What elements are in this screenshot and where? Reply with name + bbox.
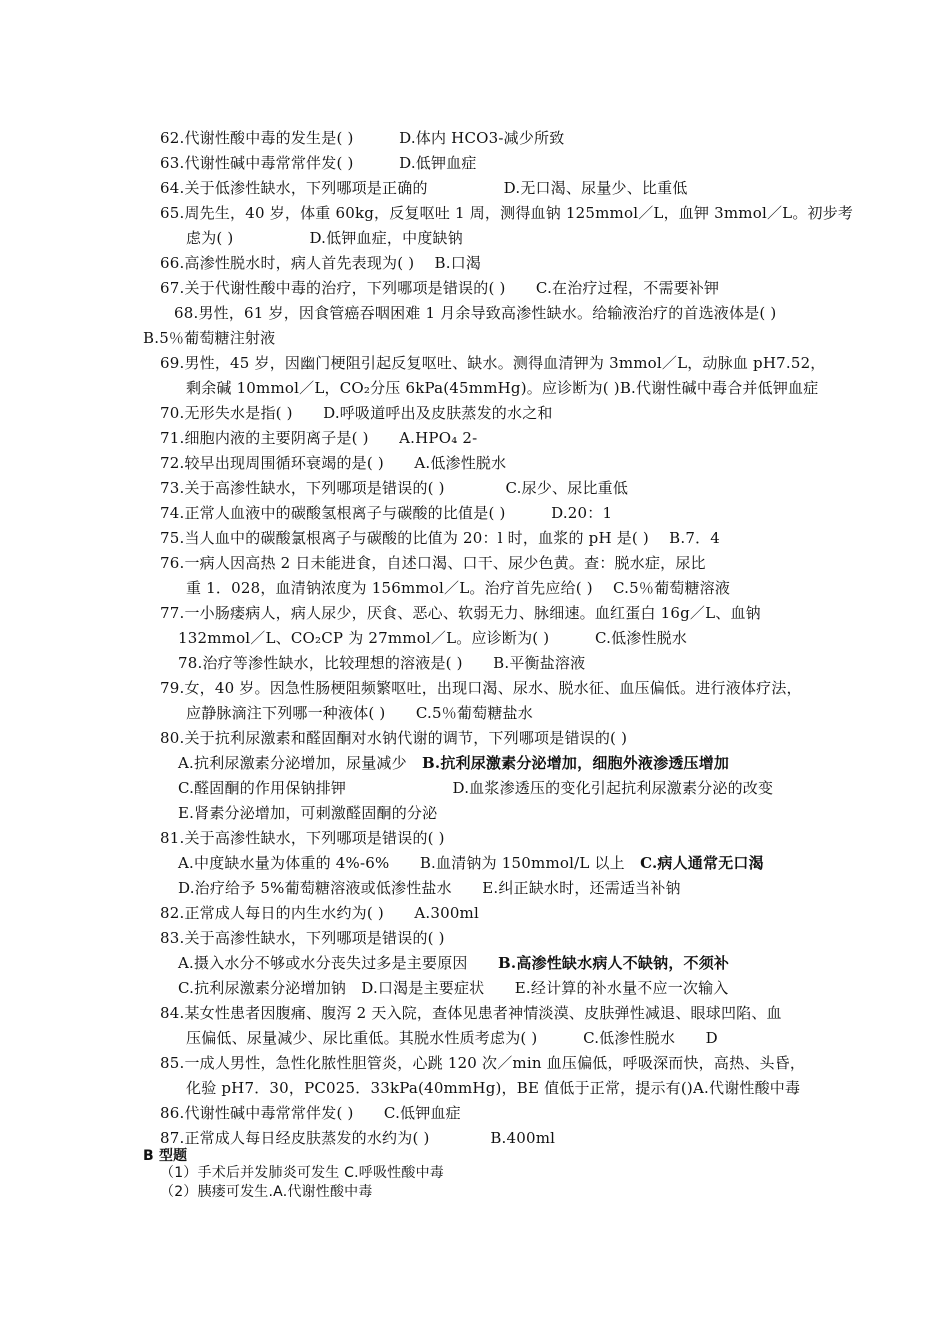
question-line [178,878,681,898]
question-line [160,403,553,423]
line-text: 84.某女性患者因腹痛、腹泻 2 天入院，查体见患者神情淡漠、皮肤弹性减退、眼球凹陷、血 [160,1004,782,1022]
question-line [178,753,729,773]
line-text: 71.细胞内液的主要阴离子是( ) A.HPO₄ 2- [160,429,478,447]
line-text: E.肾素分泌增加，可刺激醛固酮的分泌 [178,804,438,822]
question-line [160,1003,782,1023]
question-line [160,528,720,548]
line-text: 70.无形失水是指( ) D.呼吸道呼出及皮肤蒸发的水之和 [160,404,553,422]
line-text: 80.关于抗利尿激素和醛固酮对水钠代谢的调节，下列哪项是错误的( ) [160,729,628,747]
line-text: 76.一病人因高热 2 日未能进食，自述口渴、口干、尿少色黄。查：脱水症，尿比 [160,554,706,572]
question-line [178,628,687,648]
answer-bold: B.抗利尿激素分泌增加，细胞外液渗透压增加 [422,754,730,772]
line-text: 66.高渗性脱水时，病人首先表现为( ) B.口渴 [160,254,482,272]
line-text: 62.代谢性酸中毒的发生是( ) D.体内 HCO3-减少所致 [160,129,565,147]
line-text: 79.女，40 岁。因急性肠梗阻频繁呕吐，出现口渴、尿水、脱水征、血压偏低。进行液体疗法， [160,679,802,697]
question-line [160,678,802,698]
line-text: 72.较早出现周围循环衰竭的是( ) A.低渗性脱水 [160,454,507,472]
line-text: 77.一小肠瘘病人，病人尿少，厌食、恶心、软弱无力、脉细速。血红蛋白 16g／L、血钠 [160,604,761,622]
question-line [160,278,719,298]
line-text: 65.周先生，40 岁，体重 60kg，反复呕吐 1 周，测得血钠 125mmol／L，血钾 3mmol／L。初步考 [160,204,854,222]
line-text: 67.关于代谢性酸中毒的治疗，下列哪项是错误的( ) C.在治疗过程，不需要补钾 [160,279,720,297]
line-text: 虑为( ) D.低钾血症，中度缺钠 [186,229,463,247]
line-text: C.抗利尿激素分泌增加钠 D.口渴是主要症状 E.经计算的补水量不应一次输入 [178,979,729,997]
question-line [160,603,761,623]
question-line [143,328,275,348]
question-line [174,303,776,323]
line-text: 剩余碱 10mmol／L，CO₂分压 6kPa(45mmHg)。应诊断为( )B.代谢性碱中毒合并低钾血症 [186,379,819,397]
question-line [160,903,479,923]
question-line [178,978,729,998]
line-text: 69.男性，45 岁，因幽门梗阻引起反复呕吐、缺水。测得血清钾为 3mmol／L，动脉血 pH7.52， [160,354,826,372]
line-text: 75.当人血中的碳酸氯根离子与碳酸的比值为 20：l 时，血浆的 pH 是( ) B.7．4 [160,529,721,547]
question-line [160,503,612,523]
line-text: D.治疗给予 5%葡萄糖溶液或低渗性盐水 E.纠正缺水时，还需适当补钠 [178,879,681,897]
btype-item-1: （1）手术后并发肺炎可发生 C.呼吸性酸中毒 [160,1165,444,1181]
question-line [160,1103,461,1123]
question-line [160,478,628,498]
line-text: 重 1．028，血清钠浓度为 156mmol／L。治疗首先应给( ) C.5％葡萄糖溶液 [186,579,731,597]
question-line [186,1028,718,1048]
line-text: B.5％葡萄糖注射液 [143,329,276,347]
answer-bold: C.病人通常无口渴 [640,854,764,872]
btype-item-2: （2）胰瘘可发生.A.代谢性酸中毒 [160,1184,373,1200]
question-line [160,153,477,173]
line-text: 73.关于高渗性缺水，下列哪项是错误的( ) C.尿少、尿比重低 [160,479,629,497]
line-text: 86.代谢性碱中毒常常伴发( ) C.低钾血症 [160,1104,461,1122]
question-line [160,553,706,573]
question-line [160,128,564,148]
line-text: 81.关于高渗性缺水，下列哪项是错误的( ) [160,829,445,847]
question-line [160,428,477,448]
line-text: 82.正常成人每日的内生水约为( ) A.300ml [160,904,479,922]
question-line [186,228,463,248]
question-line [186,1078,800,1098]
line-text: 应静脉滴注下列哪一种液体( ) C.5％葡萄糖盐水 [186,704,533,722]
line-text: 压偏低、尿量减少、尿比重低。其脱水性质考虑为( ) C.低渗性脱水 D [186,1029,718,1047]
question-line [160,178,688,198]
question-line [160,203,853,223]
line-text: 化验 pH7．30，PC025．33kPa(40mmHg)，BE 值低于正常，提示有()A.代谢性酸中毒 [186,1079,801,1097]
line-text: A.中度缺水量为体重的 4%-6% B.血清钠为 150mmol/L 以上 [178,854,641,872]
question-line [160,1128,555,1148]
line-text: 63.代谢性碱中毒常常伴发( ) D.低钾血症 [160,154,477,172]
question-line [178,653,585,673]
line-text: 132mmol／L、CO₂CP 为 27mmol／L。应诊断为( ) C.低渗性脱水 [178,629,688,647]
line-text: 85.一成人男性，急性化脓性胆管炎，心跳 120 次／min 血压偏低，呼吸深而快，高热、头昏， [160,1054,806,1072]
question-line [186,578,730,598]
question-line [160,453,506,473]
section-title: B 型题 [143,1148,188,1164]
line-text: 83.关于高渗性缺水，下列哪项是错误的( ) [160,929,445,947]
question-line [160,828,445,848]
question-line [160,353,826,373]
line-text: 87.正常成人每日经皮肤蒸发的水约为( ) B.400ml [160,1129,556,1147]
line-text: 68.男性，61 岁，因食管癌吞咽困难 1 月余导致高渗性缺水。给输液治疗的首选液体是( ) [174,304,777,322]
question-line [160,253,481,273]
question-line [160,928,445,948]
question-line [178,853,764,873]
question-line [160,728,627,748]
question-line [186,703,533,723]
question-line [178,778,773,798]
line-text: C.醛固酮的作用保钠排钾 D.血浆渗透压的变化引起抗利尿激素分泌的改变 [178,779,774,797]
question-line [178,953,729,973]
question-line [160,1053,805,1073]
line-text: A.抗利尿激素分泌增加，尿量减少 [178,754,423,772]
question-line [186,378,818,398]
line-text: 78.治疗等渗性缺水，比较理想的溶液是( ) B.平衡盐溶液 [178,654,586,672]
line-text: A.摄入水分不够或水分丧失过多是主要原因 [178,954,499,972]
line-text: 74.正常人血液中的碳酸氢根离子与碳酸的比值是( ) D.20：1 [160,504,613,522]
line-text: 64.关于低渗性缺水，下列哪项是正确的 D.无口渴、尿量少、比重低 [160,179,688,197]
question-line [178,803,437,823]
answer-bold: B.高渗性缺水病人不缺钠，不须补 [498,954,730,972]
